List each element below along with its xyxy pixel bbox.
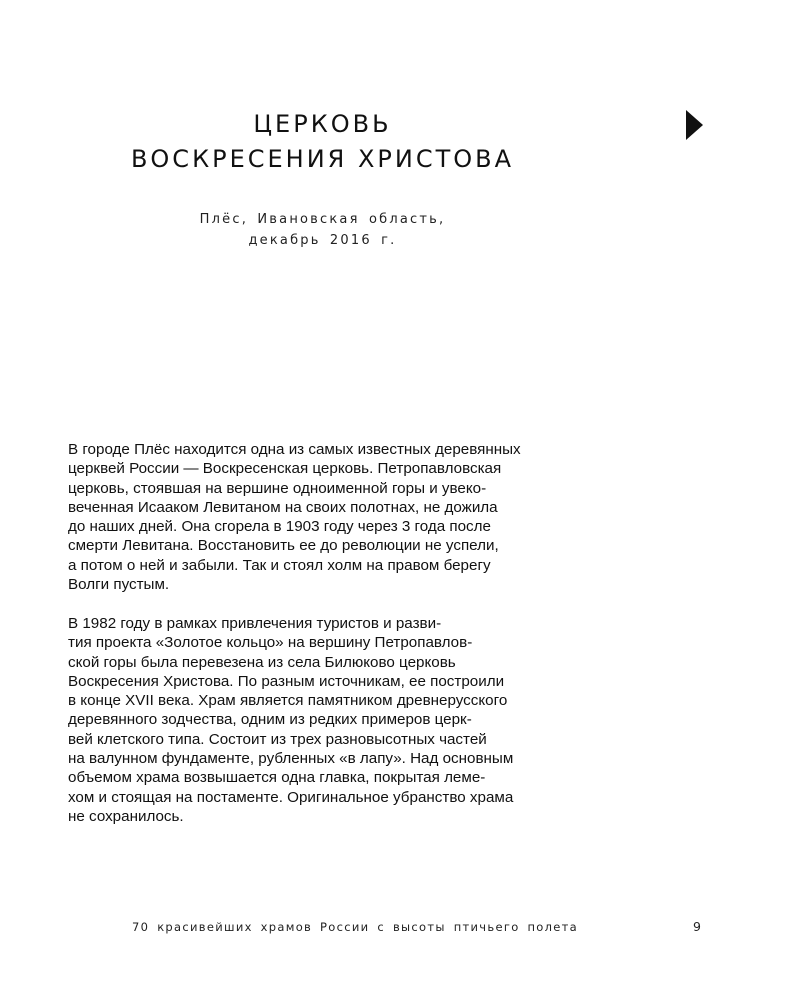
triangle-right-icon	[686, 110, 703, 140]
text-line: в конце XVII века. Храм является памятником древнерусского	[68, 692, 508, 710]
text-line: вей клетского типа. Состоит из трех разновысотных частей	[68, 730, 487, 748]
text-line: деревянного зодчества, одним из редких примеров церк-	[68, 711, 472, 729]
text-line: хом и стоящая на постаменте. Оригинальное убранство храма	[68, 788, 514, 806]
running-footer-book-title: 70 красивейших храмов России с высоты птичьего полета	[132, 920, 579, 934]
text-line: объемом храма возвышается одна главка, покрытая леме-	[68, 769, 486, 787]
body-paragraph-1	[68, 440, 628, 594]
text-line: В городе Плёс находится одна из самых известных деревянных	[68, 441, 521, 458]
location-line-1: Плёс, Ивановская область,	[199, 212, 446, 227]
page-title-line-1: ЦЕРКОВЬ	[253, 110, 392, 138]
page-title-line-2: ВОСКРЕСЕНИЯ ХРИСТОВА	[130, 145, 515, 173]
text-line: а потом о ней и забыли. Так и стоял холм на правом берегу	[68, 556, 491, 574]
page-number: 9	[693, 919, 701, 934]
text-line: церковь, стоявшая на вершине одноименной горы и увеко-	[68, 479, 487, 497]
text-line: до наших дней. Она сгорела в 1903 году через 3 года после	[68, 518, 491, 536]
text-line: смерти Левитана. Восстановить ее до революции не успели,	[68, 537, 499, 555]
text-line: ской горы была перевезена из села Билюково церковь	[68, 653, 456, 671]
text-line: церквей России — Воскресенская церковь. Петропавловская	[68, 460, 502, 478]
text-line: не сохранилось.	[68, 807, 184, 825]
body-paragraph-2	[68, 614, 628, 826]
text-line: веченная Исааком Левитаном на своих полотнах, не дожила	[68, 498, 498, 516]
text-line: Воскресения Христова. По разным источникам, ее построили	[68, 672, 505, 690]
text-line: В 1982 году в рамках привлечения туристов и разви-	[68, 615, 442, 632]
text-line: тия проекта «Золотое кольцо» на вершину Петропавлов-	[68, 634, 473, 652]
location-line-2: декабрь 2016 г.	[248, 233, 397, 248]
text-line: на валунном фундаменте, рубленных «в лапу». Над основным	[68, 750, 514, 768]
text-line: Волги пустым.	[68, 576, 170, 594]
